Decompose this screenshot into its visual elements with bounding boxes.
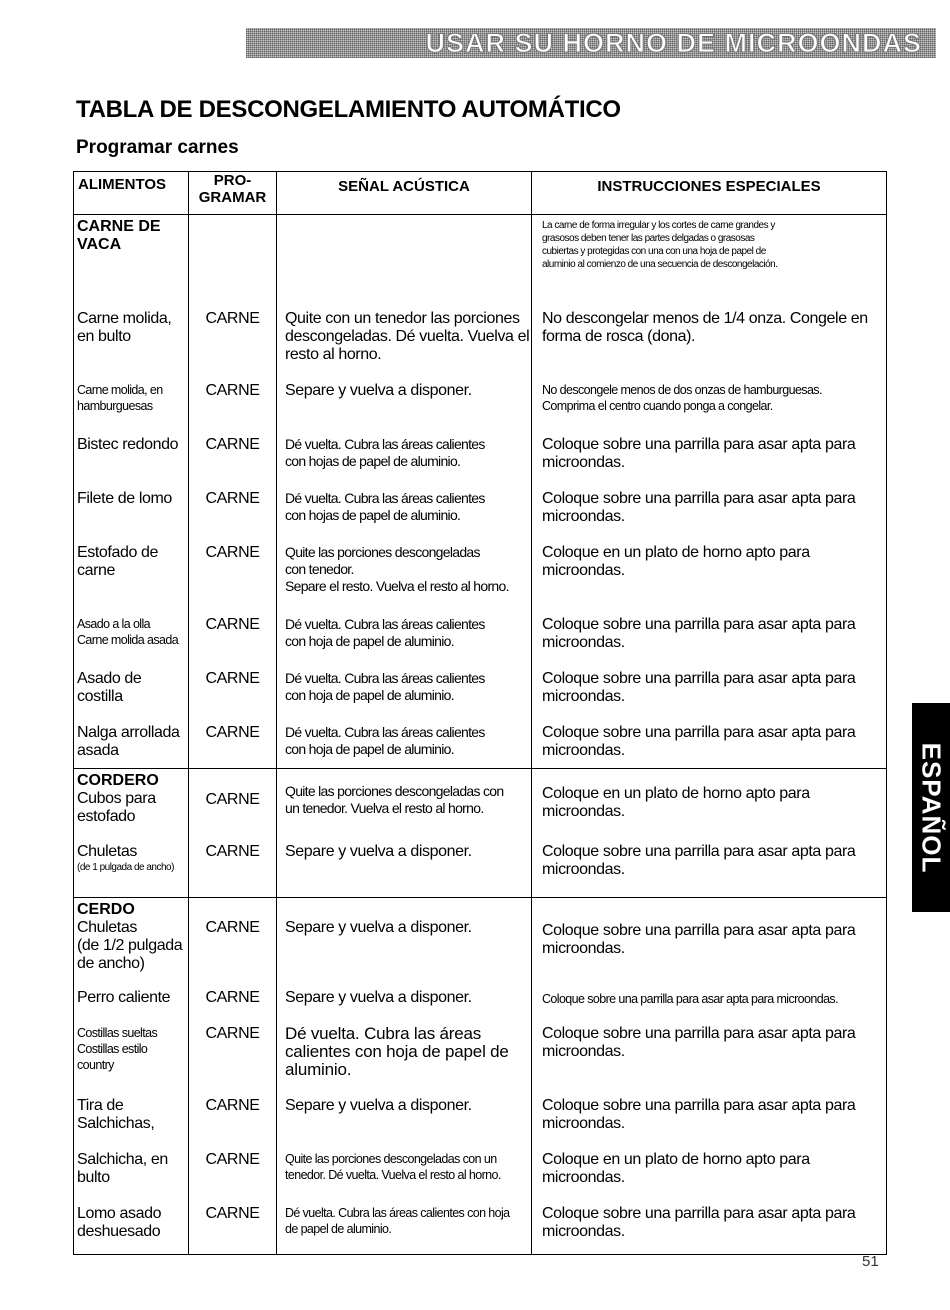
tone-text: Dé vuelta. Cubra las áreas calientes con hoja de papel de aluminio.: [285, 1205, 510, 1236]
table-row: [74, 544, 887, 616]
instructions-text: Coloque sobre una parrilla para asar apta para microondas.: [542, 1204, 856, 1240]
tone-text: Dé vuelta. Cubra las áreas calientes con hojas de papel de aluminio.: [285, 435, 485, 469]
program-value: CARNE: [205, 1204, 260, 1222]
food-name: Estofado de carne: [77, 543, 158, 579]
section-name: [74, 215, 189, 307]
section-pork: [74, 898, 887, 1255]
tone-text: Separe y vuelva a disponer.: [285, 381, 472, 399]
instructions-text: Coloque sobre una parrilla para asar apta para microondas.: [542, 1024, 856, 1060]
banner-text: USAR SU HORNO DE MICROONDAS: [425, 28, 922, 58]
header-program: [189, 172, 277, 215]
food-name: Cubos para estofado: [77, 790, 156, 825]
language-tab: [912, 703, 950, 912]
section-note: [532, 215, 887, 307]
food-name: Chuletas: [77, 842, 137, 860]
food-name: Chuletas (de 1/2 pulgada de ancho): [77, 919, 183, 972]
tone-text: Separe y vuelva a disponer.: [285, 842, 472, 860]
tone-text: Separe y vuelva a disponer.: [285, 1096, 472, 1114]
program-value: CARNE: [205, 791, 260, 808]
tone-text: Quite las porciones descongeladas con un tenedor. Vuelva el resto al horno.: [285, 783, 504, 816]
food-name: Carne molida, en bulto: [77, 309, 172, 345]
table-row: [74, 1025, 887, 1097]
instructions-text: Coloque sobre una parrilla para asar apta para microondas.: [542, 723, 856, 759]
program-value: CARNE: [205, 1024, 260, 1042]
instructions-text: Coloque sobre una parrilla para asar apta para microondas.: [542, 435, 856, 471]
table-row: [74, 769, 887, 843]
program-value: CARNE: [205, 842, 260, 860]
table-row: [74, 843, 887, 898]
food-name: Lomo asado deshuesado: [77, 1204, 162, 1240]
program-value: CARNE: [205, 669, 260, 687]
section-banner: [246, 28, 936, 58]
section-beef: [74, 215, 887, 769]
instructions-text: No descongele menos de dos onzas de hamburguesas. Comprima el centro cuando ponga a congelar.: [542, 382, 822, 413]
food-name: Bistec redondo: [77, 435, 179, 453]
tone-text: Dé vuelta. Cubra las áreas calientes con hoja de papel de aluminio.: [285, 1023, 509, 1079]
tone-text: Dé vuelta. Cubra las áreas calientes con hojas de papel de aluminio.: [285, 489, 485, 523]
section-lamb-name: CORDERO: [77, 772, 159, 789]
food-name: Carne molida, en hamburguesas: [77, 382, 163, 413]
instructions-text: Coloque sobre una parrilla para asar apta para microondas.: [542, 1096, 856, 1132]
tone-text: Quite con un tenedor las porciones descongeladas. Dé vuelta. Vuelva el resto al horno.: [285, 309, 530, 363]
section-header-row: [74, 215, 887, 307]
food-name: Tira de Salchichas,: [77, 1096, 155, 1132]
food-name: Filete de lomo: [77, 489, 172, 507]
section-lamb: [74, 769, 887, 898]
tone-text: Separe y vuelva a disponer.: [285, 919, 472, 936]
program-value: CARNE: [205, 1096, 260, 1114]
section-beef-name: CARNE DE VACA: [77, 218, 161, 253]
table-row: [74, 1097, 887, 1151]
instructions-text: Coloque en un plato de horno apto para microondas.: [542, 785, 810, 820]
defrost-table: [73, 171, 887, 1255]
table-row: [74, 898, 887, 989]
header-tone: SEÑAL ACÚSTICA: [277, 172, 532, 215]
section-beef-note: La carne de forma irregular y los cortes de carne grandes y grasosos deben tener las partes delgadas o grasosas cubiertas y protegidas con una con una hoja de papel de aluminio al comienzo de una secuencia de descongelación.: [542, 220, 778, 270]
table-row: [74, 307, 887, 382]
food-name: Costillas sueltas Costillas estilo country: [77, 1025, 158, 1072]
table-row: [74, 989, 887, 1025]
instructions-text: Coloque sobre una parrilla para asar apta para microondas.: [542, 489, 856, 525]
tone-text: Separe y vuelva a disponer.: [285, 988, 472, 1006]
table-row: [74, 1151, 887, 1205]
food-name: Asado de costilla: [77, 669, 142, 705]
tone-text: Dé vuelta. Cubra las áreas calientes con hoja de papel de aluminio.: [285, 669, 485, 703]
food-name: Perro caliente: [77, 988, 171, 1006]
header-food: ALIMENTOS: [74, 172, 189, 215]
program-value: CARNE: [205, 489, 260, 507]
table-row: [74, 490, 887, 544]
program-value: CARNE: [205, 988, 260, 1006]
tone-text: Dé vuelta. Cubra las áreas calientes con hoja de papel de aluminio.: [285, 615, 485, 649]
food-note: (de 1 pulgada de ancho): [77, 861, 174, 873]
instructions-text: Coloque sobre una parrilla para asar apta para microondas.: [542, 842, 856, 878]
food-name: Asado a la olla Carne molida asada: [77, 616, 179, 647]
table-row: [74, 382, 887, 436]
table-row: [74, 436, 887, 490]
header-instructions: INSTRUCCIONES ESPECIALES: [532, 172, 887, 215]
table-row: [74, 724, 887, 769]
instructions-text: Coloque sobre una parrilla para asar apta para microondas.: [542, 669, 856, 705]
tone-text: Dé vuelta. Cubra las áreas calientes con hoja de papel de aluminio.: [285, 723, 485, 757]
program-value: CARNE: [205, 543, 260, 561]
page-number: 51: [862, 1253, 879, 1270]
page-title: TABLA DE DESCONGELAMIENTO AUTOMÁTICO: [76, 96, 621, 123]
page-subtitle: Programar carnes: [76, 137, 239, 158]
program-value: CARNE: [205, 1150, 260, 1168]
table-row: [74, 616, 887, 670]
tone-text: Quite las porciones descongeladas con tenedor. Separe el resto. Vuelva el resto al horno.: [285, 543, 509, 594]
instructions-text: Coloque en un plato de horno apto para microondas.: [542, 1150, 810, 1186]
program-value: CARNE: [205, 723, 260, 741]
table-row: [74, 1205, 887, 1255]
table-row: [74, 670, 887, 724]
instructions-text: Coloque sobre una parrilla para asar apta para microondas.: [542, 922, 856, 957]
instructions-text: Coloque sobre una parrilla para asar apta para microondas.: [542, 991, 838, 1006]
tone-text: Quite las porciones descongeladas con un tenedor. Dé vuelta. Vuelva el resto al horno.: [285, 1151, 501, 1182]
program-value: CARNE: [205, 919, 260, 936]
program-value: CARNE: [205, 309, 260, 327]
instructions-text: No descongelar menos de 1/4 onza. Congele en forma de rosca (dona).: [542, 309, 868, 345]
table-header-row: [74, 172, 887, 215]
program-value: CARNE: [205, 435, 260, 453]
header-program-text: PRO- GRAMAR: [198, 172, 267, 206]
instructions-text: Coloque en un plato de horno apto para microondas.: [542, 543, 810, 579]
food-name: Salchicha, en bulto: [77, 1150, 168, 1186]
program-value: CARNE: [205, 381, 260, 399]
food-name: Nalga arrollada asada: [77, 723, 180, 759]
section-pork-name: CERDO: [77, 901, 135, 918]
language-tab-label: ESPAÑOL: [916, 742, 947, 873]
instructions-text: Coloque sobre una parrilla para asar apta para microondas.: [542, 615, 856, 651]
program-value: CARNE: [205, 615, 260, 633]
